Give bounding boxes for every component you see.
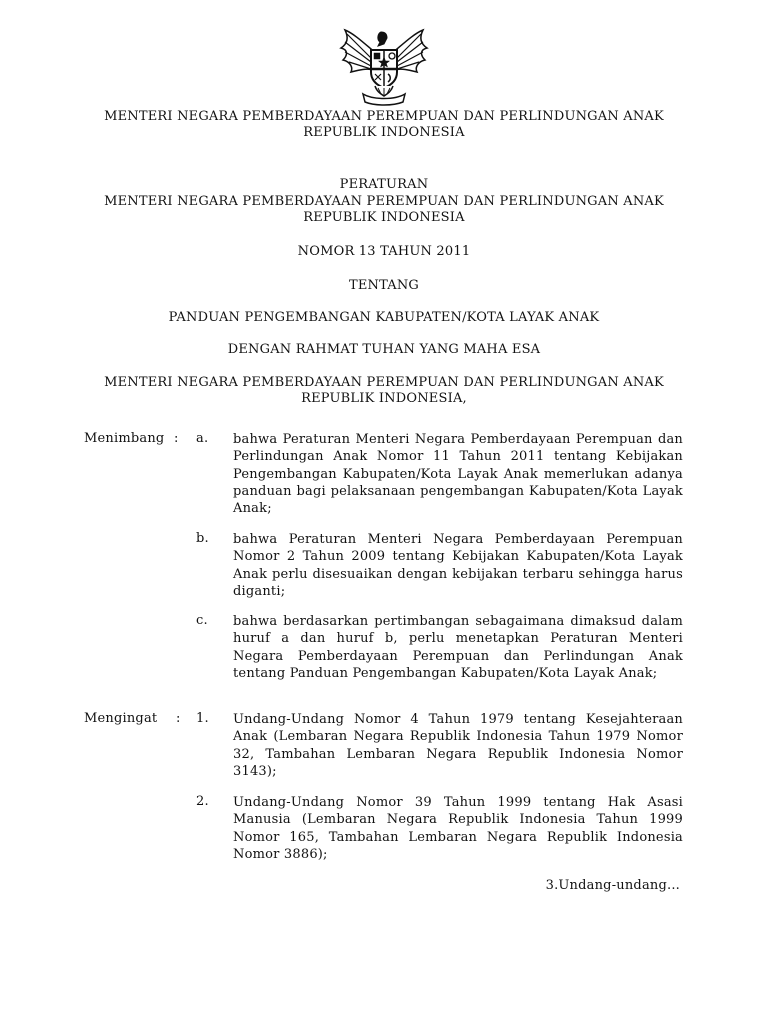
item-text: Undang-Undang Nomor 39 Tahun 1999 tentang Hak Asasi Manusia (Lembaran Negara Republik Indonesia Tahun 1999 Nomor 165, Tambahan Lembaran Negara Republik Indonesia Nomor 3886); — [233, 795, 683, 862]
regulation-invocation: DENGAN RAHMAT TUHAN YANG MAHA ESA — [227, 342, 541, 357]
item-text: bahwa Peraturan Menteri Negara Pemberdayaan Perempuan dan Perlindungan Anak Nomor 11 Tahun 2011 tentang Kebijakan Pengembangan Kabupaten/Kota Layak Anak memerlukan adanya panduan bagi pelaksanaan pengembangan Kabupaten/Kota Layak Anak; — [233, 432, 683, 517]
garuda-emblem-icon — [337, 24, 431, 106]
item-mark: b. — [196, 531, 209, 546]
item-mark: 1. — [196, 711, 209, 726]
header-title-line-1: MENTERI NEGARA PEMBERDAYAAN PEREMPUAN DAN PERLINDUNGAN ANAK — [104, 109, 664, 124]
item-text: bahwa berdasarkan pertimbangan sebagaimana dimaksud dalam huruf a dan huruf b, perlu menetapkan Peraturan Menteri Negara Pemberdayaan Perempuan dan Perlindungan Anak tentang Panduan Pengembangan Kabupaten/Kota Layak Anak; — [233, 614, 683, 681]
minister-line-1: MENTERI NEGARA PEMBERDAYAAN PEREMPUAN DAN PERLINDUNGAN ANAK — [104, 375, 664, 390]
mengingat-label: Mengingat — [84, 711, 158, 726]
item-text: Undang-Undang Nomor 4 Tahun 1979 tentang Kesejahteraan Anak (Lembaran Negara Republik Indonesia Tahun 1979 Nomor 32, Tambahan Lembaran Negara Republik Indonesia Nomor 3143); — [233, 712, 683, 779]
regulation-subject: PANDUAN PENGEMBANGAN KABUPATEN/KOTA LAYAK ANAK — [168, 310, 600, 325]
continuation-note: 3.Undang-undang... — [545, 878, 680, 893]
menimbang-colon: : — [174, 431, 179, 446]
mengingat-colon: : — [176, 711, 181, 726]
regulation-about: TENTANG — [348, 278, 420, 293]
item-mark: 2. — [196, 794, 209, 809]
regulation-issuer-line-2: REPUBLIK INDONESIA — [303, 210, 465, 225]
item-text: bahwa Peraturan Menteri Negara Pemberdayaan Perempuan Nomor 2 Tahun 2009 tentang Kebijakan Kabupaten/Kota Layak Anak perlu disesuaikan dengan kebijakan terbaru sehingga harus diganti; — [233, 532, 683, 599]
header-title-line-2: REPUBLIK INDONESIA — [303, 125, 465, 140]
item-mark: a. — [196, 431, 209, 446]
regulation-type: PERATURAN — [339, 177, 429, 192]
regulation-issuer-line-1: MENTERI NEGARA PEMBERDAYAAN PEREMPUAN DAN PERLINDUNGAN ANAK — [104, 194, 664, 209]
item-mark: c. — [196, 613, 208, 628]
regulation-number: NOMOR 13 TAHUN 2011 — [297, 244, 471, 259]
menimbang-label: Menimbang — [84, 431, 165, 446]
minister-line-2: REPUBLIK INDONESIA, — [301, 391, 467, 406]
